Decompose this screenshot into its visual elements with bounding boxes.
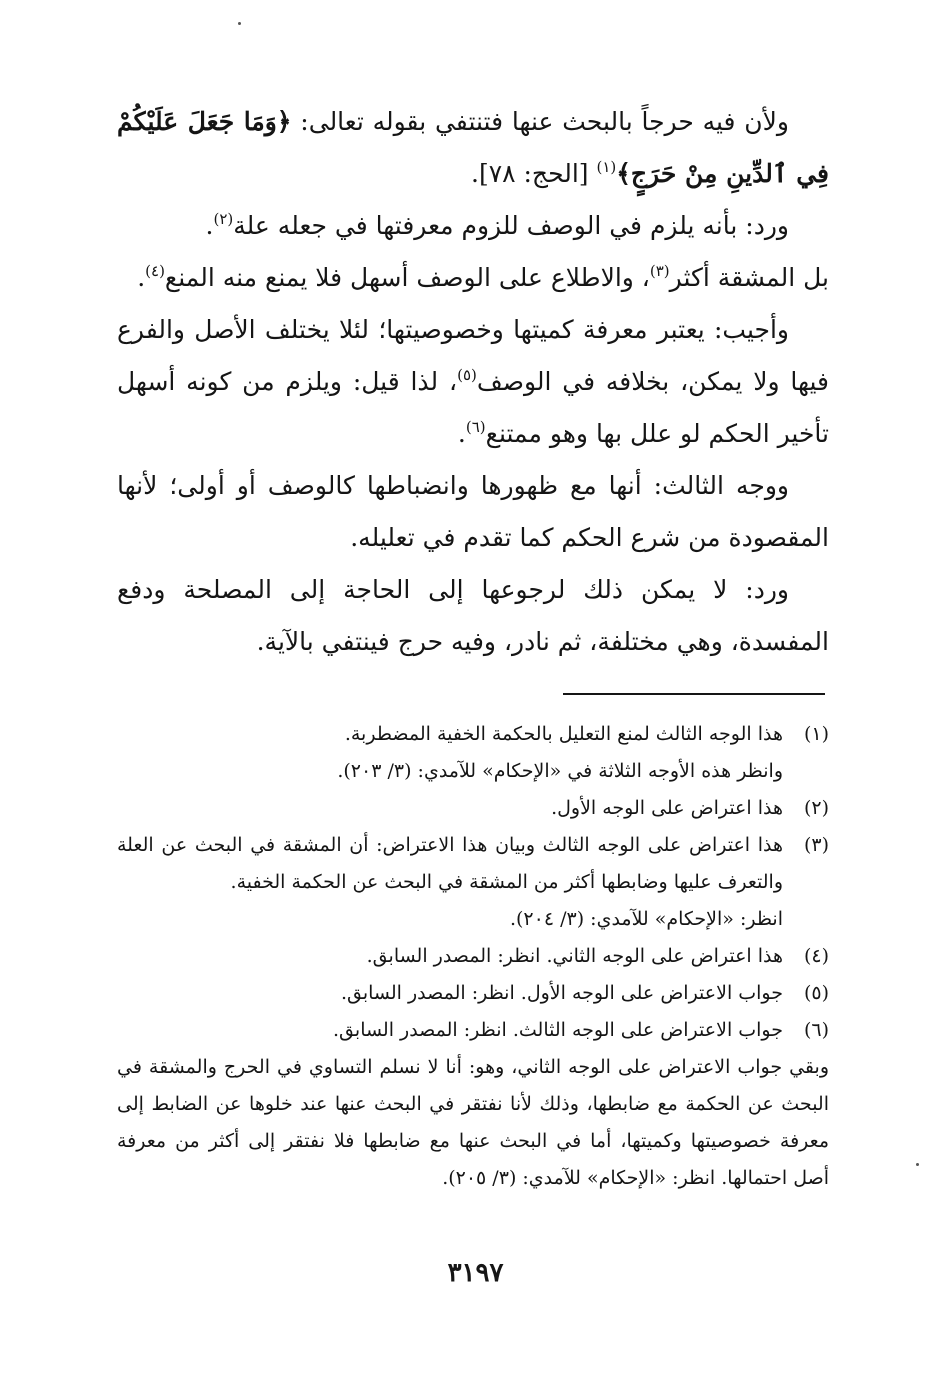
footnote-continuation: وبقي جواب الاعتراض على الوجه الثاني، وهو: أنا لا نسلم التساوي في الحرج والمشقة في البحث عن الحكمة مع ضابطها، وذلك لأنا نفتقر في البحث عنها عند خلوها عن الضابط إلى معرفة خصوصيتها وكميتها، أما في البحث عنها مع ضابطها فلا نفتقر إلى أكثر من معرفة أصل احتمالها. انظر: «الإحكام» للآمدي: (٣/ ٢٠٥). — [117, 1056, 829, 1189]
paragraph-1-text: ولأن فيه حرجاً بالبحث عنها فتنتفي بقوله تعالى: — [291, 107, 789, 136]
paragraph-4-text: وأجيب: يعتبر معرفة كميتها وخصوصيتها؛ لئلا يختلف الأصل والفرع فيها ولا يمكن، بخلافه في الوصف — [117, 315, 829, 396]
page-number: ٣١٩٧ — [447, 1258, 504, 1288]
footnote-ref-3: (٣) — [649, 262, 670, 280]
scan-speck — [916, 1163, 919, 1166]
footnote-ref-2: (٢) — [213, 210, 234, 228]
paragraph-4 — [117, 304, 829, 460]
paragraph-2-end: . — [205, 211, 214, 240]
footnote-number: (٣) — [803, 834, 829, 856]
paragraph-4-text-b: ، لذا قيل: ويلزم من كونه أسهل تأخير الحكم لو علل بها وهو ممتنع — [117, 367, 829, 448]
footnote-number: (٦) — [803, 1019, 829, 1041]
footnote-text: هذا اعتراض على الوجه الثالث وبيان هذا الاعتراض: أن المشقة في البحث عن العلة والتعرف عليها وضابطها أكثر من المشقة في البحث عن الحكمة الخفية. — [117, 834, 783, 893]
paragraph-3-text: بل المشقة أكثر — [669, 263, 829, 292]
footnote-text: هذا الوجه الثالث لمنع التعليل بالحكمة الخفية المضطربة. — [344, 723, 783, 745]
footnote-1 — [117, 716, 829, 790]
footnote-text: جواب الاعتراض على الوجه الثالث. انظر: المصدر السابق. — [333, 1019, 783, 1041]
paragraph-3 — [117, 252, 829, 304]
scan-speck — [238, 22, 241, 25]
main-text — [117, 96, 829, 668]
footnote-ref-6: (٦) — [465, 418, 486, 436]
paragraph-3-end: . — [137, 263, 146, 292]
paragraph-2 — [117, 200, 829, 252]
footnote-number: (٥) — [803, 982, 829, 1004]
footnote-4 — [117, 938, 829, 975]
surah-reference: [الحج: ٧٨]. — [471, 159, 597, 188]
footnote-number: (١) — [803, 723, 829, 745]
quran-verse: ﴿وَمَا جَعَلَ عَلَيْكُمْ فِي ٱلدِّينِ مِنْ حَرَجٍ﴾ — [117, 107, 829, 188]
footnote-text: انظر: «الإحكام» للآمدي: (٣/ ٢٠٤). — [509, 908, 783, 930]
footnote-3 — [117, 827, 829, 938]
footnote-text: جواب الاعتراض على الوجه الأول. انظر: المصدر السابق. — [340, 982, 783, 1004]
footnote-ref-4: (٤) — [145, 262, 165, 280]
footnote-separator — [563, 693, 825, 695]
footnote-number: (٢) — [803, 797, 829, 819]
footnote-ref-5: (٥) — [457, 366, 477, 384]
footnote-ref-1: (١) — [596, 158, 617, 176]
paragraph-2-text: ورد: بأنه يلزم في الوصف للزوم معرفتها في جعله علة — [233, 211, 789, 240]
footnote-text: وانظر هذه الأوجه الثلاثة في «الإحكام» للآمدي: (٣/ ٢٠٣). — [337, 760, 783, 782]
footnote-number: (٤) — [803, 945, 829, 967]
paragraph-6: ورد: لا يمكن ذلك لرجوعها إلى الحاجة إلى المصلحة ودفع المفسدة، وهي مختلفة، ثم نادر، وفيه حرج فينتفي بالآية. — [117, 575, 829, 656]
footnote-text: هذا اعتراض على الوجه الثاني. انظر: المصدر السابق. — [366, 945, 783, 967]
paragraph-5: ووجه الثالث: أنها مع ظهورها وانضباطها كالوصف أو أولى؛ لأنها المقصودة من شرع الحكم كما تقدم في تعليله. — [117, 471, 829, 552]
footnotes — [117, 716, 829, 1197]
footnote-6 — [117, 1012, 829, 1049]
paragraph-1 — [117, 96, 829, 200]
footnote-5 — [117, 975, 829, 1012]
paragraph-3-text-b: ، والاطلاع على الوصف أسهل فلا يمنع منه المنع — [164, 263, 650, 292]
paragraph-4-end: . — [457, 419, 466, 448]
footnote-text: هذا اعتراض على الوجه الأول. — [551, 797, 783, 819]
footnote-2 — [117, 790, 829, 827]
